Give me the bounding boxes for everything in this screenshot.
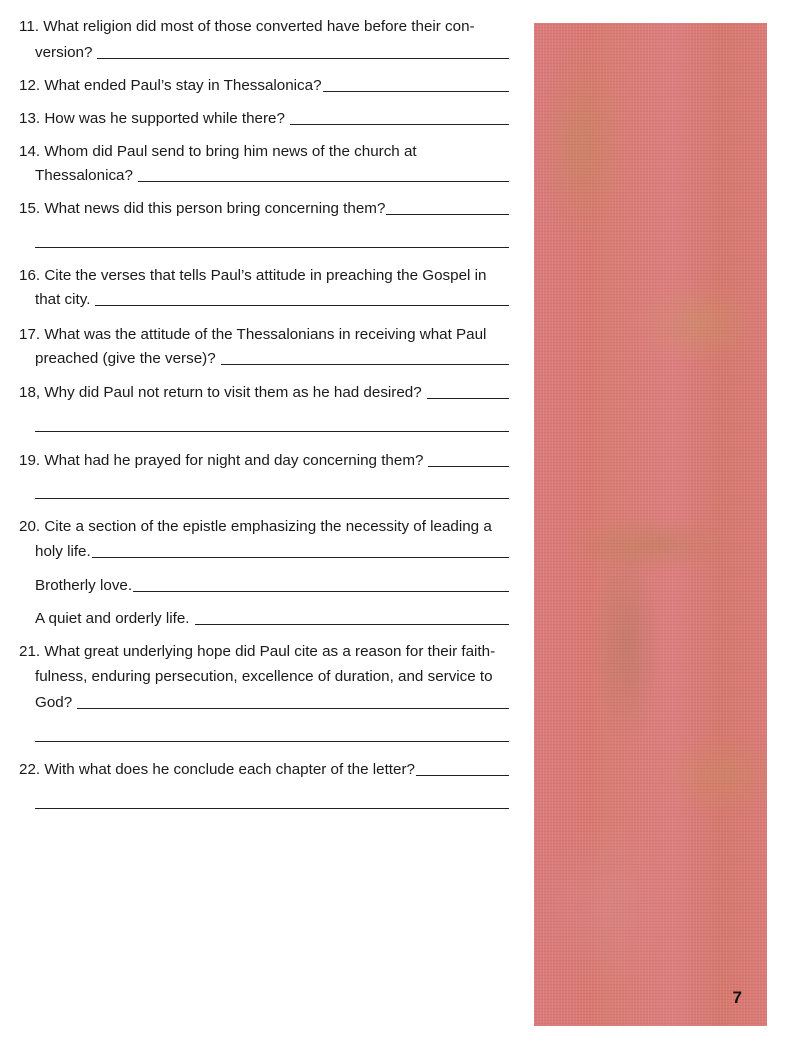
question-16-line-2: [35, 287, 509, 313]
question-21-line-1: [19, 639, 509, 665]
question-21-line-3: [35, 690, 509, 716]
question-14-text-cont: Thessalonica?: [35, 167, 133, 184]
answer-blank-21[interactable]: [77, 690, 509, 709]
question-14-line-2: [35, 163, 509, 189]
answer-blank-13[interactable]: [290, 106, 509, 125]
answer-blank-20-brotherly-love[interactable]: [133, 573, 509, 592]
answer-line-19-extra[interactable]: [35, 498, 509, 499]
question-15-text: 15. What news did this person bring concerning them?: [19, 200, 386, 217]
question-20-text: 20. Cite a section of the epistle emphasizing the necessity of leading a: [19, 518, 492, 535]
question-22: [19, 757, 509, 783]
question-16-line-1: [19, 263, 509, 289]
question-20-line-1: [19, 514, 509, 540]
question-18: [19, 380, 509, 406]
question-20-line-2: [35, 539, 509, 565]
question-15: [19, 196, 509, 222]
question-12: [19, 73, 509, 99]
question-13: [19, 106, 509, 132]
answer-line-15-extra[interactable]: [35, 247, 509, 248]
question-17-line-1: [19, 322, 509, 348]
answer-blank-12[interactable]: [323, 73, 509, 92]
question-22-text: 22. With what does he conclude each chapter of the letter?: [19, 761, 415, 778]
question-12-text: 12. What ended Paul’s stay in Thessalonica?: [19, 77, 322, 94]
question-21-line-2: [35, 664, 509, 690]
answer-blank-14[interactable]: [138, 163, 509, 182]
answer-blank-17[interactable]: [221, 346, 509, 365]
question-21-text: 21. What great underlying hope did Paul cite as a reason for their faith-: [19, 643, 496, 660]
question-14-line-1: [19, 139, 509, 165]
answer-blank-16[interactable]: [95, 287, 509, 306]
answer-line-22-extra[interactable]: [35, 808, 509, 809]
question-19-text: 19. What had he prayed for night and day concerning them?: [19, 452, 424, 469]
question-20-sub-brotherly-love: [35, 573, 509, 599]
answer-blank-11[interactable]: [97, 40, 509, 59]
question-17-line-2: [35, 346, 509, 372]
answer-blank-15[interactable]: [386, 196, 509, 215]
question-21-text-cont: fulness, enduring persecution, excellence of duration, and service to: [35, 668, 493, 685]
question-19: [19, 448, 509, 474]
answer-blank-20-holy-life[interactable]: [92, 539, 509, 558]
question-11-text-cont: version?: [35, 44, 93, 61]
question-16-text-cont: that city.: [35, 291, 91, 308]
answer-blank-18[interactable]: [427, 380, 509, 399]
question-16-text: 16. Cite the verses that tells Paul’s attitude in preaching the Gospel in: [19, 267, 487, 284]
answer-line-21-extra[interactable]: [35, 741, 509, 742]
answer-blank-22[interactable]: [416, 757, 509, 776]
question-17-text: 17. What was the attitude of the Thessalonians in receiving what Paul: [19, 326, 487, 343]
question-13-text: 13. How was he supported while there?: [19, 110, 285, 127]
decorative-side-panel: [534, 23, 767, 1026]
question-20-text-cont: holy life.: [35, 543, 91, 560]
answer-line-18-extra[interactable]: [35, 431, 509, 432]
question-20-sub-quiet-life: [35, 606, 509, 632]
question-21-text-cont-2: God?: [35, 694, 73, 711]
question-11-text: 11. What religion did most of those converted have before their con-: [19, 18, 475, 35]
answer-blank-20-quiet-life[interactable]: [195, 606, 510, 625]
question-18-text: 18, Why did Paul not return to visit them as he had desired?: [19, 384, 422, 401]
question-20-sub-1-text: Brotherly love.: [35, 577, 133, 594]
question-11-line-1: [19, 14, 509, 40]
page-number: 7: [732, 988, 742, 1007]
question-17-text-cont: preached (give the verse)?: [35, 350, 216, 367]
question-11-line-2: [35, 40, 509, 66]
question-20-sub-2-text: A quiet and orderly life.: [35, 610, 190, 627]
question-14-text: 14. Whom did Paul send to bring him news of the church at: [19, 143, 417, 160]
answer-blank-19[interactable]: [428, 448, 509, 467]
